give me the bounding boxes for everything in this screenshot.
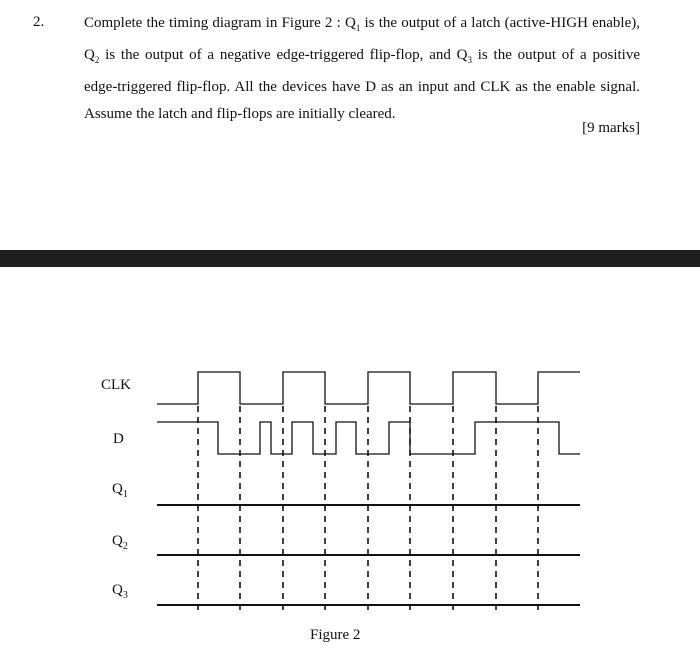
question-text: Complete the timing diagram in Figure 2 : $Q_1$ is the output of a latch (active-HIGH enable), $Q_2$ is the output of a negative edge-triggered flip-flop, and $Q_3$ is the output of a positive edge-triggered flip-flop. All the devices have D as an input and CLK as the enable signal. Assume the latch and flip-flops are initially cleared.	[84, 15, 640, 122]
marks-label: [9 marks]	[582, 120, 640, 136]
figure-caption: Figure 2	[310, 627, 361, 643]
q1-label: $Q_1$	[112, 481, 128, 500]
q3-label: $Q_3$	[112, 582, 128, 601]
d-waveform	[157, 422, 580, 454]
q2-label: $Q_2$	[112, 533, 128, 552]
clock-edge-guides	[198, 406, 538, 615]
question-number: 2.	[33, 14, 45, 30]
clk-label: CLK	[101, 377, 131, 393]
clk-waveform	[157, 372, 580, 404]
d-label: D	[113, 431, 124, 447]
